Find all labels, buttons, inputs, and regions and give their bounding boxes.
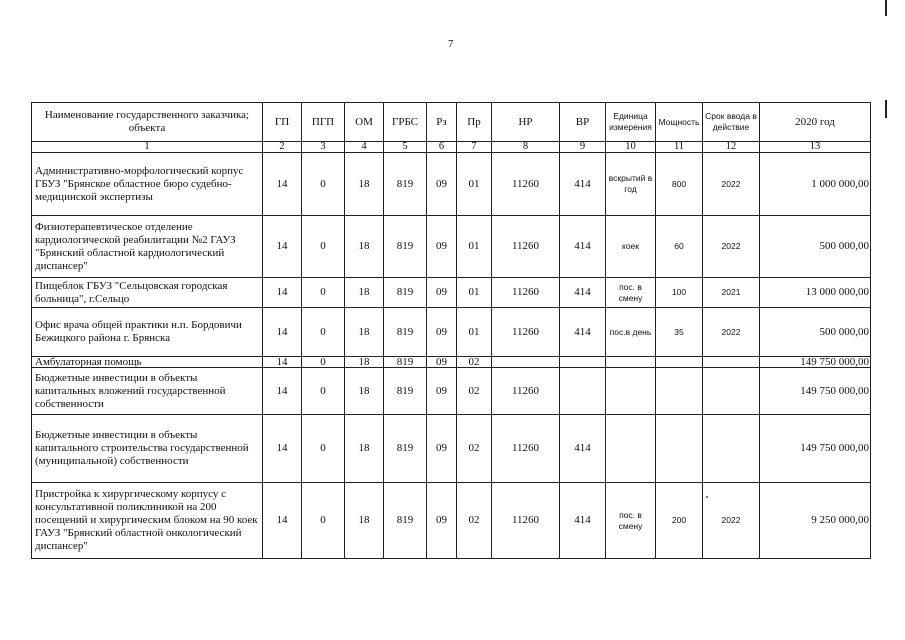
cell-unit: пос. в смену <box>606 483 656 559</box>
cell-gp: 14 <box>263 278 302 308</box>
table-row <box>32 308 871 357</box>
cell-commission-year: 2022 <box>703 483 760 559</box>
table-row <box>32 357 871 368</box>
object-name: Пристройка к хирургическому корпусу с консультативной поликлиникой на 200 посещений и хирургическим блоком на 90 коек ГАУЗ "Брянский областной онкологический диспансер" <box>32 483 263 559</box>
object-name: Физиотерапевтическое отделение кардиологической реабилитации №2 ГАУЗ "Брянский областной кардиологический диспансер" <box>32 216 263 278</box>
cell-vr: 414 <box>560 308 606 357</box>
object-name: Административно-морфологический корпус ГБУЗ "Брянское областное бюро судебно-медицинской экспертизы <box>32 153 263 216</box>
cell-grbs: 819 <box>384 368 427 415</box>
cell-vr: 414 <box>560 483 606 559</box>
column-number: 4 <box>345 142 384 153</box>
cell-unit: пос. в смену <box>606 278 656 308</box>
column-number: 9 <box>560 142 606 153</box>
cell-pr: 01 <box>457 308 492 357</box>
cell-amount-2020: 149 750 000,00 <box>760 368 871 415</box>
cell-grbs: 819 <box>384 216 427 278</box>
table-row <box>32 216 871 278</box>
cell-pgp: 0 <box>302 216 345 278</box>
cell-om: 18 <box>345 216 384 278</box>
cell-vr <box>560 368 606 415</box>
cell-vr: 414 <box>560 278 606 308</box>
column-number: 13 <box>760 142 871 153</box>
cell-nr: 11260 <box>492 153 560 216</box>
cell-pr: 02 <box>457 415 492 483</box>
cell-rz: 09 <box>427 357 457 368</box>
object-name: Амбулаторная помощь <box>32 357 263 368</box>
cell-rz: 09 <box>427 308 457 357</box>
header-cell: Рз <box>427 103 457 142</box>
cell-pgp: 0 <box>302 483 345 559</box>
header-cell: ГРБС <box>384 103 427 142</box>
cell-nr <box>492 357 560 368</box>
column-number: 3 <box>302 142 345 153</box>
cell-commission-year: 2022 <box>703 153 760 216</box>
column-number: 7 <box>457 142 492 153</box>
scan-edge-mark <box>885 100 887 118</box>
object-name: Офис врача общей практики н.п. Бордовичи Бежицкого района г. Брянска <box>32 308 263 357</box>
table-row <box>32 278 871 308</box>
column-number: 10 <box>606 142 656 153</box>
cell-vr: 414 <box>560 415 606 483</box>
table-row <box>32 415 871 483</box>
column-number: 5 <box>384 142 427 153</box>
cell-grbs: 819 <box>384 415 427 483</box>
header-cell: Наименование государственного заказчика; объекта <box>32 103 263 142</box>
cell-om: 18 <box>345 357 384 368</box>
cell-grbs: 819 <box>384 153 427 216</box>
column-number: 6 <box>427 142 457 153</box>
header-cell: Пр <box>457 103 492 142</box>
cell-unit: вскрытий в год <box>606 153 656 216</box>
cell-unit <box>606 368 656 415</box>
column-number-row <box>32 142 871 153</box>
cell-nr: 11260 <box>492 278 560 308</box>
cell-capacity: 200 <box>656 483 703 559</box>
cell-gp: 14 <box>263 368 302 415</box>
column-number: 1 <box>32 142 263 153</box>
header-cell: НР <box>492 103 560 142</box>
cell-gp: 14 <box>263 153 302 216</box>
cell-om: 18 <box>345 278 384 308</box>
table-row <box>32 483 871 559</box>
cell-pgp: 0 <box>302 357 345 368</box>
cell-pgp: 0 <box>302 415 345 483</box>
cell-vr: 414 <box>560 153 606 216</box>
cell-gp: 14 <box>263 415 302 483</box>
cell-commission-year: 2022 <box>703 216 760 278</box>
cell-gp: 14 <box>263 357 302 368</box>
cell-rz: 09 <box>427 216 457 278</box>
cell-capacity: 35 <box>656 308 703 357</box>
cell-rz: 09 <box>427 278 457 308</box>
cell-capacity: 100 <box>656 278 703 308</box>
cell-commission-year: 2022 <box>703 308 760 357</box>
cell-pr: 02 <box>457 483 492 559</box>
header-cell: Мощность <box>656 103 703 142</box>
cell-grbs: 819 <box>384 308 427 357</box>
header-cell: ГП <box>263 103 302 142</box>
table-row <box>32 153 871 216</box>
cell-amount-2020: 13 000 000,00 <box>760 278 871 308</box>
header-cell: ПГП <box>302 103 345 142</box>
cell-nr: 11260 <box>492 216 560 278</box>
cell-pgp: 0 <box>302 368 345 415</box>
cell-om: 18 <box>345 415 384 483</box>
object-name: Пищеблок ГБУЗ "Сельцовская городская больница", г.Сельцо <box>32 278 263 308</box>
cell-om: 18 <box>345 153 384 216</box>
cell-unit <box>606 357 656 368</box>
cell-unit: коек <box>606 216 656 278</box>
cell-vr: 414 <box>560 216 606 278</box>
cell-amount-2020: 1 000 000,00 <box>760 153 871 216</box>
cell-amount-2020: 149 750 000,00 <box>760 415 871 483</box>
cell-commission-year <box>703 415 760 483</box>
cell-pr: 02 <box>457 368 492 415</box>
cell-amount-2020: 500 000,00 <box>760 216 871 278</box>
cell-pgp: 0 <box>302 308 345 357</box>
cell-rz: 09 <box>427 415 457 483</box>
page-number: 7 <box>448 38 454 50</box>
cell-nr: 11260 <box>492 415 560 483</box>
column-number: 11 <box>656 142 703 153</box>
cell-om: 18 <box>345 308 384 357</box>
cell-pgp: 0 <box>302 278 345 308</box>
cell-rz: 09 <box>427 483 457 559</box>
cell-gp: 14 <box>263 216 302 278</box>
cell-capacity <box>656 415 703 483</box>
cell-grbs: 819 <box>384 483 427 559</box>
cell-capacity: 800 <box>656 153 703 216</box>
cell-pr: 02 <box>457 357 492 368</box>
cell-grbs: 819 <box>384 278 427 308</box>
cell-unit: пос.в день <box>606 308 656 357</box>
cell-pgp: 0 <box>302 153 345 216</box>
object-name: Бюджетные инвестиции в объекты капитального строительства государственной (муниципальной) собственности <box>32 415 263 483</box>
cell-unit <box>606 415 656 483</box>
cell-pr: 01 <box>457 153 492 216</box>
header-cell: Срок ввода в действие <box>703 103 760 142</box>
cell-capacity: 60 <box>656 216 703 278</box>
cell-om: 18 <box>345 483 384 559</box>
cell-capacity <box>656 357 703 368</box>
cell-gp: 14 <box>263 483 302 559</box>
header-cell: Единица измерения <box>606 103 656 142</box>
cell-amount-2020: 9 250 000,00 <box>760 483 871 559</box>
object-name: Бюджетные инвестиции в объекты капитальных вложений государственной собственности <box>32 368 263 415</box>
scan-edge-mark <box>885 0 887 16</box>
cell-capacity <box>656 368 703 415</box>
cell-pr: 01 <box>457 278 492 308</box>
header-cell: 2020 год <box>760 103 871 142</box>
cell-commission-year: 2021 <box>703 278 760 308</box>
column-number: 12 <box>703 142 760 153</box>
cell-vr <box>560 357 606 368</box>
column-number: 8 <box>492 142 560 153</box>
cell-gp: 14 <box>263 308 302 357</box>
column-number: 2 <box>263 142 302 153</box>
cell-om: 18 <box>345 368 384 415</box>
budget-table <box>31 102 871 559</box>
cell-rz: 09 <box>427 368 457 415</box>
cell-nr: 11260 <box>492 483 560 559</box>
cell-rz: 09 <box>427 153 457 216</box>
header-cell: ВР <box>560 103 606 142</box>
cell-nr: 11260 <box>492 368 560 415</box>
cell-nr: 11260 <box>492 308 560 357</box>
cell-pr: 01 <box>457 216 492 278</box>
header-row <box>32 103 871 142</box>
cell-amount-2020: 149 750 000,00 <box>760 357 871 368</box>
table-row <box>32 368 871 415</box>
cell-commission-year <box>703 368 760 415</box>
header-cell: ОМ <box>345 103 384 142</box>
cell-amount-2020: 500 000,00 <box>760 308 871 357</box>
cell-grbs: 819 <box>384 357 427 368</box>
cell-commission-year <box>703 357 760 368</box>
